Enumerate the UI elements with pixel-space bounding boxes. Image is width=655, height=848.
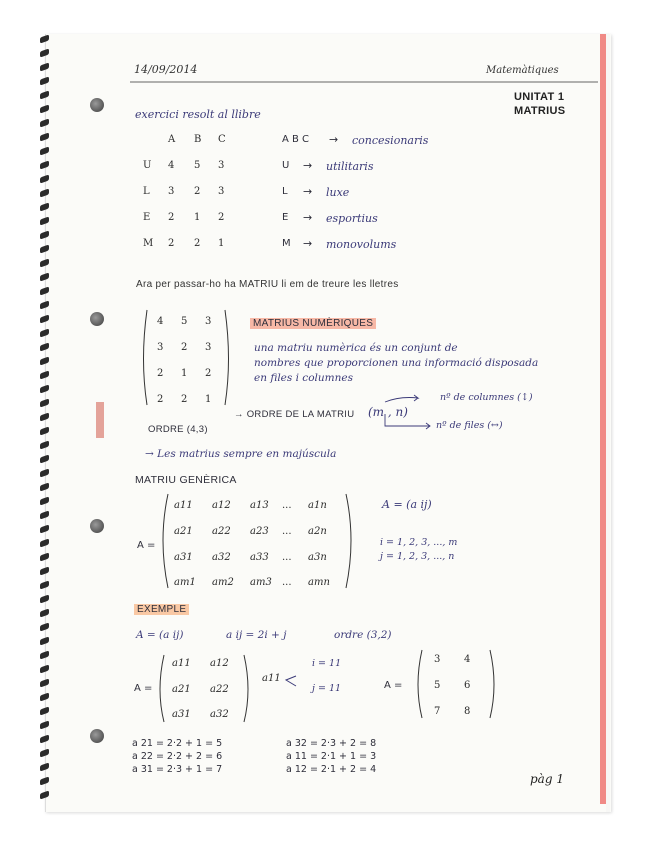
page-number: pàg 1 xyxy=(530,772,564,786)
generic-cell: amn xyxy=(308,577,330,588)
table-cell: 3 xyxy=(168,186,175,197)
example-cell: a11 xyxy=(172,658,191,669)
generic-cell: a31 xyxy=(174,552,193,563)
matrix-cell: 2 xyxy=(181,394,188,405)
date: 14/09/2014 xyxy=(134,63,198,76)
generic-cell: am2 xyxy=(212,577,234,588)
result-cell: 8 xyxy=(464,706,471,717)
row-label-u: U xyxy=(143,160,152,171)
generic-a-label: A = xyxy=(137,540,156,551)
legend-key: L xyxy=(282,186,288,197)
table-cell: 3 xyxy=(218,186,225,197)
generic-cell: a23 xyxy=(250,526,269,537)
matrix-cell: 2 xyxy=(205,368,212,379)
legend-key: M xyxy=(282,238,291,249)
matrix-cell: 4 xyxy=(157,316,164,327)
matrix-cell: 5 xyxy=(181,316,188,327)
matrix-cell: 1 xyxy=(205,394,212,405)
generic-ellipsis: ... xyxy=(282,577,292,588)
j-range: j = 1, 2, 3, ..., n xyxy=(380,551,455,562)
table-cell: 4 xyxy=(168,160,175,171)
result-cell: 6 xyxy=(464,680,471,691)
matrix-cell: 2 xyxy=(157,394,164,405)
columns-note: nº de columnes (↕) xyxy=(440,392,533,403)
row-label-m: M xyxy=(143,238,154,249)
generic-formula: A = (a ij) xyxy=(382,498,432,511)
example-j-value: j = 11 xyxy=(312,683,342,694)
table-cell: 2 xyxy=(194,186,201,197)
generic-cell: a3n xyxy=(308,552,327,563)
order-example: ORDRE (4,3) xyxy=(148,424,208,435)
generic-cell: a21 xyxy=(174,526,193,537)
example-line: A = (a ij) xyxy=(136,629,184,641)
calc-line: a 32 = 2·3 + 2 = 8 xyxy=(286,738,377,749)
generic-cell: a13 xyxy=(250,500,269,511)
calc-line: a 11 = 2·1 + 1 = 3 xyxy=(286,751,377,762)
matrix-cell: 3 xyxy=(157,342,164,353)
generic-cell: am1 xyxy=(174,577,196,588)
generic-cell: a33 xyxy=(250,552,269,563)
example-i-value: i = 11 xyxy=(312,658,342,669)
example-cell: a12 xyxy=(210,658,229,669)
generic-heading: MATRIU GENÈRICA xyxy=(135,474,237,486)
table-cell: 1 xyxy=(194,212,201,223)
caps-note: → Les matrius sempre en majúscula xyxy=(145,448,337,460)
unit-number: UNITAT 1 xyxy=(514,91,565,103)
i-range: i = 1, 2, 3, ..., m xyxy=(380,537,458,548)
exercise-title: exercici resolt al llibre xyxy=(135,108,261,121)
example-cell: a32 xyxy=(210,709,229,720)
generic-ellipsis: ... xyxy=(282,552,292,563)
table-cell: 2 xyxy=(194,238,201,249)
example-a-label: A = xyxy=(134,683,153,694)
example-a11: a11 xyxy=(262,673,281,684)
definition-line: nombres que proporcionen una informació disposada xyxy=(254,357,539,369)
example-formula: a ij = 2i + j xyxy=(226,629,287,641)
generic-cell: a32 xyxy=(212,552,231,563)
definition-line: en files i columnes xyxy=(254,372,353,384)
col-header-a: A xyxy=(168,134,176,145)
legend-arrow: → xyxy=(303,159,313,172)
legend-key: A B C xyxy=(282,134,310,145)
matrix-cell: 2 xyxy=(157,368,164,379)
generic-cell: a2n xyxy=(308,526,327,537)
generic-cell: a12 xyxy=(212,500,231,511)
legend-meaning: concesionaris xyxy=(352,134,429,147)
generic-ellipsis: ... xyxy=(282,500,292,511)
generic-cell: a11 xyxy=(174,500,193,511)
col-header-c: C xyxy=(218,134,226,145)
unit-title: MATRIUS xyxy=(514,105,566,117)
example-cell: a31 xyxy=(172,709,191,720)
example-heading: EXEMPLE xyxy=(134,604,189,615)
calc-line: a 21 = 2·2 + 1 = 5 xyxy=(132,738,223,749)
definition-line: una matriu numèrica és un conjunt de xyxy=(254,342,458,354)
generic-cell: a1n xyxy=(308,500,327,511)
legend-meaning: luxe xyxy=(326,186,350,199)
matrix-cell: 1 xyxy=(181,368,188,379)
example-cell: a22 xyxy=(210,684,229,695)
table-cell: 2 xyxy=(218,212,225,223)
table-cell: 2 xyxy=(168,212,175,223)
calc-line: a 12 = 2·1 + 2 = 4 xyxy=(286,764,377,775)
row-label-l: L xyxy=(143,186,150,197)
order-formula: (m , n) xyxy=(368,405,408,419)
order-label: → ORDRE DE LA MATRIU xyxy=(234,409,355,420)
result-cell: 7 xyxy=(434,706,441,717)
table-cell: 5 xyxy=(194,160,201,171)
generic-cell: am3 xyxy=(250,577,272,588)
generic-cell: a22 xyxy=(212,526,231,537)
col-header-b: B xyxy=(194,134,202,145)
generic-ellipsis: ... xyxy=(282,526,292,537)
conversion-note: Ara per passar-ho ha MATRIU li em de treure les lletres xyxy=(136,279,399,290)
example-order: ordre (3,2) xyxy=(334,629,392,641)
matrix-cell: 3 xyxy=(205,316,212,327)
calc-line: a 22 = 2·2 + 2 = 6 xyxy=(132,751,223,762)
legend-arrow: → xyxy=(303,237,313,250)
row-label-e: E xyxy=(143,212,151,223)
table-cell: 1 xyxy=(218,238,225,249)
legend-meaning: utilitaris xyxy=(326,160,374,173)
table-cell: 3 xyxy=(218,160,225,171)
subject: Matemàtiques xyxy=(486,65,559,76)
numeric-heading: MATRIUS NUMÈRIQUES xyxy=(250,318,376,329)
result-cell: 3 xyxy=(434,654,441,665)
legend-arrow: → xyxy=(303,211,313,224)
legend-meaning: monovolums xyxy=(326,238,397,251)
matrix-cell: 2 xyxy=(181,342,188,353)
legend-meaning: esportius xyxy=(326,212,378,225)
legend-key: E xyxy=(282,212,289,223)
table-cell: 2 xyxy=(168,238,175,249)
result-cell: 4 xyxy=(464,654,471,665)
legend-arrow: → xyxy=(303,185,313,198)
calc-line: a 31 = 2·3 + 1 = 7 xyxy=(132,764,223,775)
result-cell: 5 xyxy=(434,680,441,691)
legend-key: U xyxy=(282,160,290,171)
legend-arrow: → xyxy=(329,133,339,146)
matrix-cell: 3 xyxy=(205,342,212,353)
rows-note: nº de files (↔) xyxy=(436,420,503,431)
result-a-label: A = xyxy=(384,680,403,691)
example-cell: a21 xyxy=(172,684,191,695)
